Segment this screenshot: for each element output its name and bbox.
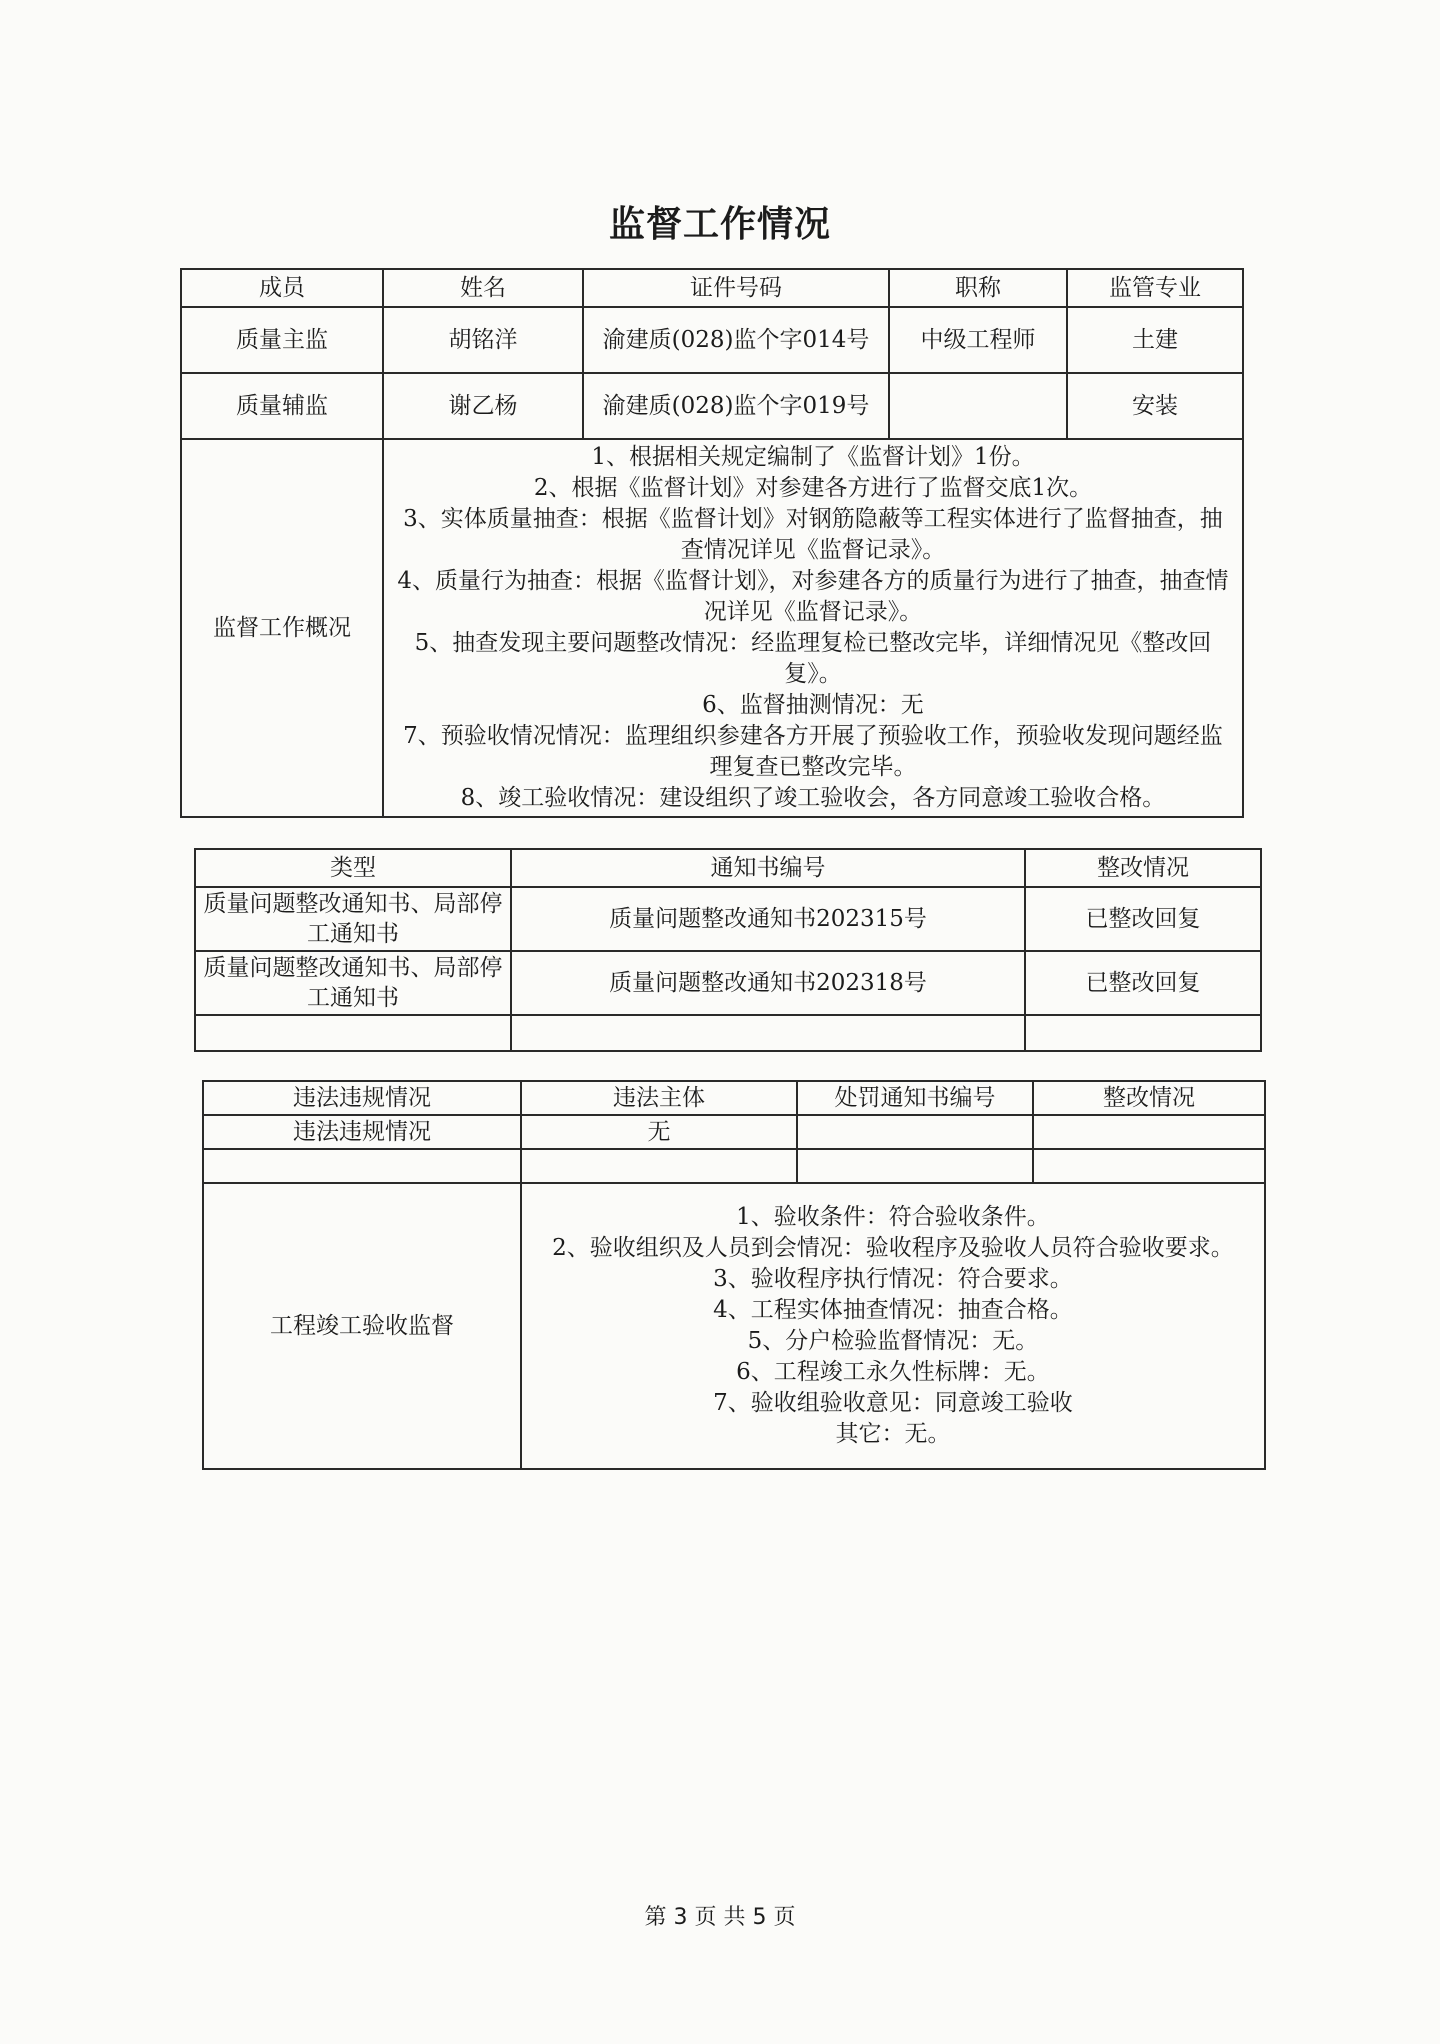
acceptance-item: 5、分户检验监督情况：无。 bbox=[747, 1328, 1039, 1354]
notice-number bbox=[511, 1015, 1025, 1051]
table-row bbox=[195, 887, 1261, 951]
col-header-rectification: 整改情况 bbox=[1033, 1081, 1265, 1115]
col-header-violation: 违法违规情况 bbox=[203, 1081, 521, 1115]
col-header-rectification: 整改情况 bbox=[1025, 849, 1261, 887]
penalty-number bbox=[797, 1149, 1033, 1183]
table-row bbox=[181, 373, 1243, 439]
member-role: 质量主监 bbox=[181, 307, 383, 373]
table-row bbox=[181, 307, 1243, 373]
col-header-specialty: 监管专业 bbox=[1067, 269, 1243, 307]
table-row bbox=[195, 1015, 1261, 1051]
violations-table bbox=[202, 1080, 1266, 1470]
acceptance-content bbox=[521, 1183, 1265, 1469]
notice-number: 质量问题整改通知书202318号 bbox=[511, 951, 1025, 1015]
summary-item: 6、监督抽测情况：无 bbox=[702, 692, 924, 718]
col-header-title: 职称 bbox=[889, 269, 1067, 307]
col-header-id: 证件号码 bbox=[583, 269, 889, 307]
notice-type bbox=[195, 1015, 511, 1051]
violator bbox=[521, 1149, 797, 1183]
notice-status: 已整改回复 bbox=[1025, 887, 1261, 951]
member-id: 渝建质(028)监个字019号 bbox=[583, 373, 889, 439]
col-header-name: 姓名 bbox=[383, 269, 583, 307]
member-title: 中级工程师 bbox=[889, 307, 1067, 373]
col-header-notice-number: 通知书编号 bbox=[511, 849, 1025, 887]
acceptance-item: 其它：无。 bbox=[835, 1421, 951, 1447]
member-specialty: 安装 bbox=[1067, 373, 1243, 439]
table-row bbox=[203, 1149, 1265, 1183]
member-title bbox=[889, 373, 1067, 439]
violation-desc: 违法违规情况 bbox=[203, 1115, 521, 1149]
acceptance-label: 工程竣工验收监督 bbox=[203, 1183, 521, 1469]
violation-status bbox=[1033, 1149, 1265, 1183]
col-header-violator: 违法主体 bbox=[521, 1081, 797, 1115]
member-name: 胡铭洋 bbox=[383, 307, 583, 373]
violation-status bbox=[1033, 1115, 1265, 1149]
summary-item: 1、根据相关规定编制了《监督计划》1份。 bbox=[591, 444, 1035, 470]
notice-type: 质量问题整改通知书、局部停工通知书 bbox=[195, 887, 511, 951]
summary-item: 3、实体质量抽查：根据《监督计划》对钢筋隐蔽等工程实体进行了监督抽查，抽查情况详见《监督记录》。 bbox=[403, 506, 1223, 563]
summary-item: 7、预验收情况情况：监理组织参建各方开展了预验收工作，预验收发现问题经监理复查已整改完毕。 bbox=[403, 723, 1223, 780]
col-header-penalty-number: 处罚通知书编号 bbox=[797, 1081, 1033, 1115]
summary-item: 8、竣工验收情况：建设组织了竣工验收会，各方同意竣工验收合格。 bbox=[460, 785, 1166, 811]
summary-label: 监督工作概况 bbox=[181, 439, 383, 817]
notice-type: 质量问题整改通知书、局部停工通知书 bbox=[195, 951, 511, 1015]
acceptance-item: 1、验收条件：符合验收条件。 bbox=[736, 1204, 1050, 1230]
acceptance-item: 4、工程实体抽查情况：抽查合格。 bbox=[713, 1297, 1073, 1323]
member-role: 质量辅监 bbox=[181, 373, 383, 439]
summary-item: 5、抽查发现主要问题整改情况：经监理复检已整改完毕，详细情况见《整改回复》。 bbox=[414, 630, 1212, 687]
table-row bbox=[203, 1115, 1265, 1149]
summary-item: 2、根据《监督计划》对参建各方进行了监督交底1次。 bbox=[533, 475, 1093, 501]
violator: 无 bbox=[521, 1115, 797, 1149]
acceptance-item: 2、验收组织及人员到会情况：验收程序及验收人员符合验收要求。 bbox=[552, 1235, 1234, 1261]
acceptance-item: 6、工程竣工永久性标牌：无。 bbox=[736, 1359, 1050, 1385]
col-header-member: 成员 bbox=[181, 269, 383, 307]
violation-desc bbox=[203, 1149, 521, 1183]
page-number: 第 3 页 共 5 页 bbox=[644, 1905, 796, 1930]
notice-number: 质量问题整改通知书202315号 bbox=[511, 887, 1025, 951]
table-row bbox=[195, 951, 1261, 1015]
notice-status: 已整改回复 bbox=[1025, 951, 1261, 1015]
member-id: 渝建质(028)监个字014号 bbox=[583, 307, 889, 373]
summary-content bbox=[383, 439, 1243, 817]
notice-status bbox=[1025, 1015, 1261, 1051]
penalty-number bbox=[797, 1115, 1033, 1149]
page-title: 监督工作情况 bbox=[608, 204, 831, 245]
acceptance-item: 3、验收程序执行情况：符合要求。 bbox=[713, 1266, 1073, 1292]
members-table bbox=[180, 268, 1244, 818]
summary-item: 4、质量行为抽查：根据《监督计划》，对参建各方的质量行为进行了抽查，抽查情况详见《监督记录》。 bbox=[397, 568, 1229, 625]
acceptance-item: 7、验收组验收意见：同意竣工验收 bbox=[713, 1390, 1073, 1416]
member-name: 谢乙杨 bbox=[383, 373, 583, 439]
notices-table bbox=[194, 848, 1262, 1052]
member-specialty: 土建 bbox=[1067, 307, 1243, 373]
col-header-type: 类型 bbox=[195, 849, 511, 887]
